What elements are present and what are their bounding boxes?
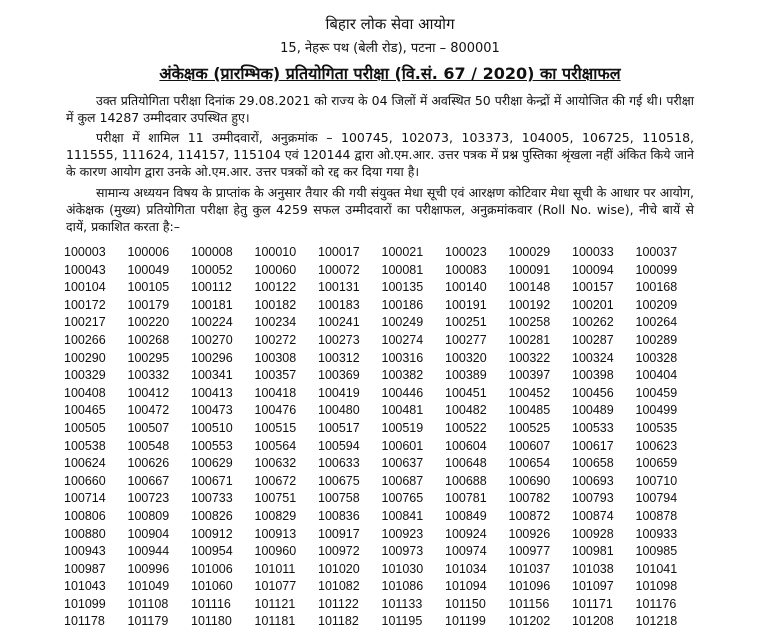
roll-number: 100688	[445, 473, 487, 488]
roll-number: 100382	[381, 368, 424, 383]
roll-number: 100258	[508, 315, 551, 330]
result-declaration-paragraph	[66, 184, 694, 235]
roll-number: 100667	[127, 473, 170, 488]
roll-number: 100397	[508, 368, 551, 383]
roll-number: 100510	[191, 420, 233, 435]
roll-number: 101199	[445, 614, 486, 629]
roll-number: 101060	[191, 579, 233, 594]
roll-number: 100758	[318, 491, 360, 506]
roll-number: 101180	[191, 614, 232, 629]
roll-number: 100357	[254, 368, 297, 383]
roll-number: 100944	[127, 544, 170, 559]
roll-number: 100924	[445, 526, 487, 541]
roll-number: 100413	[191, 385, 233, 400]
roll-number: 100192	[508, 297, 551, 312]
roll-number: 100369	[318, 368, 360, 383]
roll-number: 100829	[254, 508, 297, 523]
roll-number: 100308	[254, 350, 297, 365]
roll-number: 100341	[191, 368, 233, 383]
roll-number: 100648	[445, 456, 487, 471]
roll-number: 100104	[64, 280, 106, 295]
roll-number: 101020	[318, 561, 360, 576]
roll-number: 101171	[572, 596, 613, 611]
roll-number: 100060	[254, 262, 297, 277]
roll-number: 100480	[318, 403, 360, 418]
roll-number: 100452	[508, 385, 551, 400]
roll-number: 100672	[254, 473, 297, 488]
roll-number: 100954	[191, 544, 233, 559]
roll-number: 100826	[191, 508, 233, 523]
roll-number: 100973	[381, 544, 424, 559]
roll-number: 100465	[64, 403, 106, 418]
roll-number: 100234	[254, 315, 297, 330]
roll-number: 100548	[127, 438, 170, 453]
organization-name: बिहार लोक सेवा आयोग	[325, 15, 455, 33]
roll-number: 100241	[318, 315, 360, 330]
roll-number: 100268	[127, 332, 170, 347]
organization-address: 15, नेहरू पथ (बेली रोड), पटना – 800001	[280, 41, 500, 56]
roll-number: 100675	[318, 473, 360, 488]
roll-number: 100277	[445, 332, 487, 347]
roll-number: 100960	[254, 544, 297, 559]
roll-number: 100874	[572, 508, 614, 523]
roll-number: 100485	[508, 403, 551, 418]
roll-number: 100912	[191, 526, 233, 541]
roll-number: 100878	[635, 508, 678, 523]
roll-number: 100538	[64, 438, 106, 453]
roll-number: 100499	[635, 403, 678, 418]
roll-number: 100328	[635, 350, 678, 365]
roll-number: 100287	[572, 332, 614, 347]
roll-number: 100806	[64, 508, 106, 523]
roll-number: 100987	[64, 561, 106, 576]
roll-number: 100913	[254, 526, 297, 541]
roll-number: 100633	[318, 456, 360, 471]
roll-number: 100091	[508, 262, 551, 277]
roll-number: 100404	[635, 368, 678, 383]
roll-number: 100794	[635, 491, 678, 506]
roll-number: 100482	[445, 403, 487, 418]
roll-number: 101041	[635, 561, 678, 576]
roll-number: 100637	[381, 456, 424, 471]
roll-number: 100793	[572, 491, 614, 506]
roll-number: 100765	[381, 491, 424, 506]
roll-number: 100996	[127, 561, 170, 576]
roll-number: 100289	[635, 332, 678, 347]
roll-number: 100849	[445, 508, 487, 523]
roll-number: 101086	[381, 579, 424, 594]
roll-number: 100332	[127, 368, 170, 383]
roll-number: 100209	[635, 297, 678, 312]
roll-number: 101182	[318, 614, 359, 629]
roll-number: 100418	[254, 385, 297, 400]
roll-number: 101006	[191, 561, 233, 576]
roll-number: 100389	[445, 368, 487, 383]
roll-number: 100594	[318, 438, 360, 453]
roll-number: 101037	[508, 561, 551, 576]
roll-number: 101030	[381, 561, 424, 576]
roll-number: 100281	[508, 332, 551, 347]
roll-number: 100186	[381, 297, 424, 312]
roll-number: 100037	[635, 245, 678, 259]
roll-number: 100972	[318, 544, 360, 559]
roll-number: 100476	[254, 403, 297, 418]
roll-number: 101077	[254, 579, 297, 594]
roll-number: 100629	[191, 456, 233, 471]
roll-number: 100316	[381, 350, 424, 365]
roll-number: 101043	[64, 579, 106, 594]
roll-number: 100880	[64, 526, 106, 541]
roll-number: 100723	[127, 491, 170, 506]
roll-number: 101049	[127, 579, 170, 594]
roll-number: 100023	[445, 245, 487, 259]
roll-number: 101195	[381, 614, 423, 629]
roll-number: 100179	[127, 297, 170, 312]
roll-number: 101096	[508, 579, 551, 594]
roll-number: 100659	[635, 456, 678, 471]
roll-number: 100473	[191, 403, 233, 418]
roll-number: 100533	[572, 420, 614, 435]
roll-number: 100224	[191, 315, 233, 330]
roll-number: 100049	[127, 262, 170, 277]
roll-number: 100928	[572, 526, 614, 541]
roll-number: 101176	[635, 596, 677, 611]
roll-number: 100295	[127, 350, 170, 365]
roll-number: 100809	[127, 508, 170, 523]
roll-number: 100654	[508, 456, 551, 471]
roll-number: 100535	[635, 420, 678, 435]
roll-number: 101181	[254, 614, 296, 629]
roll-number: 100517	[318, 420, 360, 435]
roll-number: 100456	[572, 385, 614, 400]
roll-number: 100926	[508, 526, 551, 541]
roll-number: 100623	[635, 438, 678, 453]
roll-number: 100714	[64, 491, 106, 506]
roll-number: 100262	[572, 315, 614, 330]
result-declaration-text: सामान्य अध्ययन विषय के प्राप्तांक के अनुसार तैयार की गयी संयुक्त मेधा सूची एवं आरक्षण कोटिवार मेधा सूची के आधार पर आयोग, अंकेक्षक (मुख्य) प्रतियोगिता परीक्षा हेतु कुल 4259 सफल उम्मीदवारों का परीक्षाफल, अनुक्रमांकवार (Roll No. wise), नीचे बायें से दायें, प्रकाशित करता है:–	[66, 185, 694, 234]
roll-number: 100733	[191, 491, 233, 506]
roll-number: 101208	[572, 614, 614, 629]
roll-number: 100148	[508, 280, 551, 295]
roll-number: 100917	[318, 526, 360, 541]
roll-number: 100872	[508, 508, 551, 523]
roll-number: 101156	[508, 596, 550, 611]
roll-number: 100296	[191, 350, 233, 365]
roll-number: 100693	[572, 473, 614, 488]
roll-number: 100017	[318, 245, 360, 259]
roll-number: 100515	[254, 420, 297, 435]
roll-number: 100451	[445, 385, 487, 400]
roll-number: 100043	[64, 262, 106, 277]
roll-number: 100624	[64, 456, 106, 471]
roll-number: 100660	[64, 473, 106, 488]
roll-number: 101150	[445, 596, 486, 611]
roll-number: 100977	[508, 544, 551, 559]
roll-number: 100904	[127, 526, 170, 541]
roll-number: 100658	[572, 456, 614, 471]
roll-number: 100943	[64, 544, 106, 559]
roll-number: 101034	[445, 561, 487, 576]
roll-number-grid	[64, 245, 720, 632]
roll-number: 100408	[64, 385, 106, 400]
cancelled-omr-text: परीक्षा में शामिल 11 उम्मीदवारों, अनुक्रमांक – 100745, 102073, 103373, 104005, 106725, 110518, 111555, 111624, 114157, 115104 एवं 120144 द्वारा ओ.एम.आर. उत्तर पत्रक में प्रश्न पुस्तिका श्रृंखला नहीं अंकित किये जाने के कारण आयोग द्वारा उनके ओ.एम.आर. उत्तर पत्रकों को रद्द कर दिया गया है।	[66, 130, 694, 179]
roll-number: 101178	[64, 614, 105, 629]
roll-number: 101108	[127, 596, 169, 611]
roll-number: 100710	[635, 473, 678, 488]
roll-number: 100617	[572, 438, 614, 453]
roll-number: 100052	[191, 262, 233, 277]
roll-number: 100072	[318, 262, 360, 277]
roll-number: 100010	[254, 245, 297, 259]
roll-number: 100841	[381, 508, 424, 523]
roll-number: 100322	[508, 350, 551, 365]
roll-number: 100601	[381, 438, 424, 453]
exam-info-paragraph	[66, 92, 694, 126]
result-title: अंकेक्षक (प्रारम्भिक) प्रतियोगिता परीक्षा (वि.सं. 67 / 2020) का परीक्षाफल	[159, 64, 621, 83]
roll-number: 100181	[191, 297, 233, 312]
roll-number: 100751	[254, 491, 297, 506]
roll-number: 101011	[254, 561, 296, 576]
cancelled-omr-paragraph	[66, 129, 694, 180]
roll-number: 100249	[381, 315, 424, 330]
roll-number: 100836	[318, 508, 360, 523]
roll-number: 100112	[191, 280, 232, 295]
roll-number: 101097	[572, 579, 614, 594]
roll-number: 100266	[64, 332, 106, 347]
roll-number: 100781	[445, 491, 487, 506]
roll-number: 100201	[572, 297, 614, 312]
roll-number: 100220	[127, 315, 170, 330]
roll-number: 101122	[318, 596, 359, 611]
roll-number: 100122	[254, 280, 297, 295]
roll-number: 100274	[381, 332, 424, 347]
roll-number: 100320	[445, 350, 487, 365]
roll-number: 100033	[572, 245, 614, 259]
roll-number: 100981	[572, 544, 614, 559]
roll-number: 100446	[381, 385, 424, 400]
roll-number: 100270	[191, 332, 233, 347]
exam-info-text: उक्त प्रतियोगिता परीक्षा दिनांक 29.08.2021 को राज्य के 04 जिलों में अवस्थित 50 परीक्षा केन्द्रों में आयोजित की गई थी। परीक्षा में कुल 14287 उम्मीदवार उपस्थित हुए।	[66, 93, 694, 125]
roll-number: 100782	[508, 491, 551, 506]
roll-number: 100923	[381, 526, 424, 541]
roll-number: 100626	[127, 456, 170, 471]
roll-number: 101082	[318, 579, 360, 594]
roll-number: 100006	[127, 245, 170, 259]
roll-number: 100505	[64, 420, 106, 435]
roll-number: 100168	[635, 280, 678, 295]
roll-number: 100191	[445, 297, 487, 312]
roll-number: 100507	[127, 420, 170, 435]
roll-number: 100607	[508, 438, 551, 453]
roll-number: 100690	[508, 473, 551, 488]
roll-number: 100099	[635, 262, 678, 277]
roll-number: 101116	[191, 596, 231, 611]
roll-number: 100182	[254, 297, 297, 312]
roll-number: 100459	[635, 385, 678, 400]
roll-number: 101218	[635, 614, 678, 629]
roll-number: 101202	[508, 614, 551, 629]
roll-number: 100157	[572, 280, 614, 295]
roll-number: 100083	[445, 262, 487, 277]
roll-number: 100985	[635, 544, 678, 559]
roll-number: 100974	[445, 544, 487, 559]
roll-number: 101038	[572, 561, 614, 576]
roll-number: 100553	[191, 438, 233, 453]
roll-number: 101094	[445, 579, 487, 594]
roll-number: 100290	[64, 350, 106, 365]
roll-number: 100131	[318, 280, 360, 295]
roll-number: 100632	[254, 456, 297, 471]
roll-number: 100419	[318, 385, 360, 400]
roll-number: 100273	[318, 332, 360, 347]
roll-number: 100472	[127, 403, 170, 418]
roll-number: 100094	[572, 262, 614, 277]
roll-number: 100272	[254, 332, 297, 347]
roll-number: 100029	[508, 245, 551, 259]
roll-number: 100140	[445, 280, 487, 295]
roll-number: 100329	[64, 368, 106, 383]
roll-number: 100489	[572, 403, 614, 418]
roll-number: 100519	[381, 420, 424, 435]
roll-number: 100671	[191, 473, 233, 488]
roll-number: 100172	[64, 297, 106, 312]
roll-number: 100933	[635, 526, 678, 541]
roll-number: 100183	[318, 297, 360, 312]
roll-number: 100564	[254, 438, 297, 453]
roll-number: 100251	[445, 315, 487, 330]
roll-number: 100008	[191, 245, 233, 259]
roll-number: 100021	[381, 245, 424, 259]
roll-number: 100135	[381, 280, 424, 295]
roll-number: 101133	[381, 596, 423, 611]
roll-number: 100324	[572, 350, 614, 365]
roll-number: 101179	[127, 614, 169, 629]
roll-number: 100412	[127, 385, 170, 400]
roll-number: 100481	[381, 403, 424, 418]
roll-number: 100522	[445, 420, 487, 435]
roll-number: 100264	[635, 315, 678, 330]
roll-number: 100105	[127, 280, 170, 295]
roll-number: 100604	[445, 438, 487, 453]
roll-number: 100217	[64, 315, 106, 330]
roll-number: 100525	[508, 420, 551, 435]
roll-number: 100687	[381, 473, 424, 488]
roll-number: 101121	[254, 596, 296, 611]
roll-number: 101098	[635, 579, 678, 594]
roll-number: 100081	[381, 262, 424, 277]
roll-number: 100312	[318, 350, 360, 365]
roll-number: 100003	[64, 245, 106, 259]
roll-number: 100398	[572, 368, 614, 383]
roll-number: 101099	[64, 596, 106, 611]
